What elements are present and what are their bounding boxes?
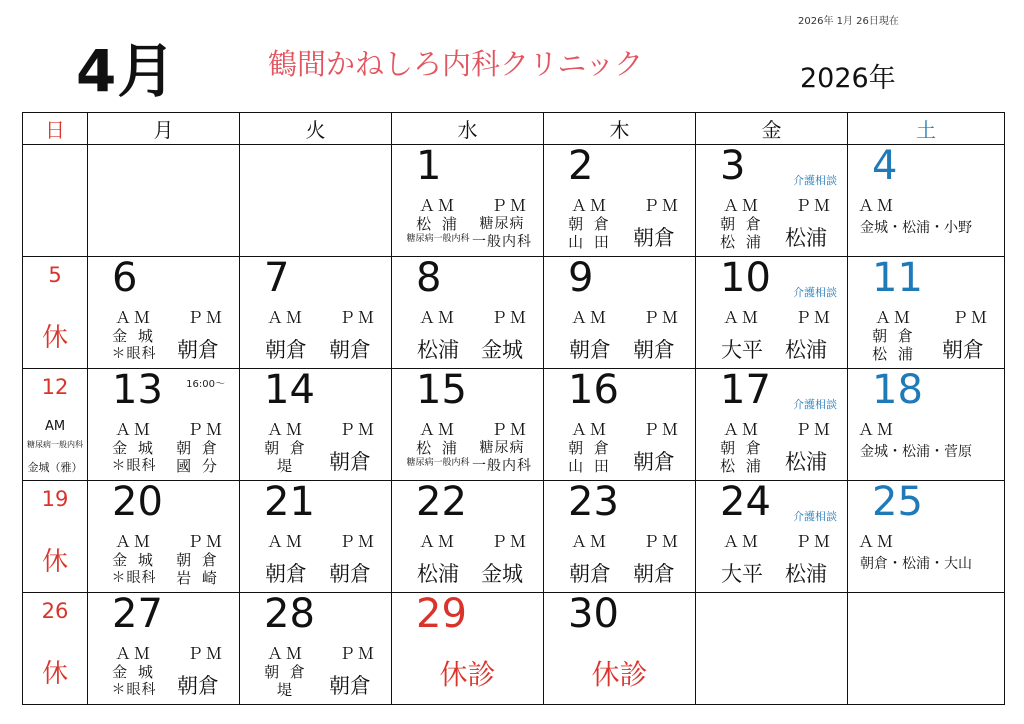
empty-cell	[23, 145, 88, 257]
day-number: 27	[112, 591, 163, 637]
am-label: ＡＭ	[858, 196, 897, 215]
am-label: ＡＭ	[571, 308, 610, 327]
day-cell-19	[23, 481, 88, 593]
day-cell-21	[240, 481, 392, 593]
am-doctor: 朝 倉	[264, 663, 308, 681]
week-row-1	[23, 145, 1005, 257]
day-number: 1	[416, 143, 442, 189]
day-number: 9	[568, 255, 594, 301]
day-number: 15	[416, 367, 467, 413]
pm-label: ＰＭ	[794, 532, 833, 551]
month-title: 4月	[76, 37, 177, 105]
day-number: 12	[41, 375, 69, 399]
am-doctor: 松 浦	[416, 215, 460, 233]
day-cell-28	[240, 593, 392, 705]
as-of-date: 2026年 1月 26日現在	[798, 16, 899, 27]
day-number: 6	[112, 255, 138, 301]
day-cell-8	[392, 257, 544, 369]
day-cell-3	[696, 145, 848, 257]
pm-label: ＰＭ	[186, 308, 225, 327]
day-number: 14	[264, 367, 315, 413]
pm-label: ＰＭ	[490, 532, 529, 551]
clinic-closed-label: 休診	[591, 658, 648, 691]
pm-doctor: 松浦	[785, 226, 827, 250]
am-label: ＡＭ	[115, 532, 154, 551]
pm-label: ＰＭ	[794, 196, 833, 215]
am-label: ＡＭ	[115, 644, 154, 663]
day-cell-30	[544, 593, 696, 705]
am-doctor-2: 山 田	[568, 457, 612, 475]
pm-label: ＰＭ	[642, 420, 681, 439]
day-number: 23	[568, 479, 619, 525]
weekday-monday: 月	[88, 113, 240, 145]
pm-doctor: 朝倉	[177, 674, 219, 698]
day-number: 5	[48, 263, 62, 287]
day-cell-6	[88, 257, 240, 369]
am-doctor: 金 城	[112, 551, 156, 569]
pm-label: ＰＭ	[338, 308, 377, 327]
am-label: ＡＭ	[115, 308, 154, 327]
day-cell-5	[23, 257, 88, 369]
pm-doctor: 朝 倉	[176, 439, 220, 457]
day-number: 18	[872, 367, 923, 413]
am-doctor: 朝倉	[569, 562, 611, 586]
am-doctor: 朝 倉	[720, 439, 764, 457]
am-doctor: 朝 倉	[720, 215, 764, 233]
clinic-closed-label: 休診	[439, 658, 496, 691]
week-row-4	[23, 481, 1005, 593]
day-number: 3	[720, 143, 746, 189]
clinic-name: 鶴間かねしろ内科クリニック	[268, 47, 644, 81]
pm-label: ＰＭ	[490, 420, 529, 439]
weekday-header-row	[23, 113, 1005, 145]
am-doctor: 松浦	[417, 338, 459, 362]
day-cell-20	[88, 481, 240, 593]
pm-doctor: 朝倉	[329, 562, 371, 586]
care-consult-tag: 介護相談	[793, 174, 837, 187]
day-number: 17	[720, 367, 771, 413]
day-number: 4	[872, 143, 898, 189]
day-cell-27	[88, 593, 240, 705]
pm-dept: 糖尿病	[479, 440, 525, 456]
day-cell-14	[240, 369, 392, 481]
am-label: ＡＭ	[419, 308, 458, 327]
weekday-saturday: 土	[848, 113, 1005, 145]
am-label: AM	[44, 419, 66, 434]
calendar-table	[22, 112, 1005, 705]
pm-label: ＰＭ	[951, 308, 990, 327]
closed-label: 休	[41, 659, 68, 689]
pm-doctor: 松浦	[785, 338, 827, 362]
saturday-doctors: 金城・松浦・小野	[860, 220, 972, 236]
am-dept: ＊眼科	[111, 570, 157, 586]
day-number: 19	[41, 487, 69, 511]
am-doctor-2: 堤	[276, 457, 295, 475]
am-doctor: 金 城	[112, 439, 156, 457]
am-label: ＡＭ	[267, 532, 306, 551]
am-doctor-2: 堤	[276, 681, 295, 699]
am-label: ＡＭ	[571, 420, 610, 439]
am-doctor: 朝倉	[569, 338, 611, 362]
am-doctor: 金城（雅）	[27, 461, 83, 474]
pm-label: ＰＭ	[642, 196, 681, 215]
pm-label: ＰＭ	[642, 308, 681, 327]
am-label: ＡＭ	[267, 644, 306, 663]
day-number: 16	[568, 367, 619, 413]
am-label: ＡＭ	[858, 420, 897, 439]
pm-label: ＰＭ	[794, 420, 833, 439]
am-doctor-2: 山 田	[568, 233, 612, 251]
weekday-thursday: 木	[544, 113, 696, 145]
day-number: 20	[112, 479, 163, 525]
day-cell-16	[544, 369, 696, 481]
empty-cell	[88, 145, 240, 257]
am-doctor: 朝 倉	[568, 439, 612, 457]
empty-cell	[848, 593, 1005, 705]
day-cell-24	[696, 481, 848, 593]
day-cell-1	[392, 145, 544, 257]
am-doctor: 朝倉	[265, 562, 307, 586]
day-cell-25	[848, 481, 1005, 593]
pm-label: ＰＭ	[794, 308, 833, 327]
year-label: 2026年	[800, 63, 896, 94]
am-doctor: 松浦	[417, 562, 459, 586]
day-cell-26	[23, 593, 88, 705]
pm-doctor: 朝倉	[329, 338, 371, 362]
day-number: 10	[720, 255, 771, 301]
pm-doctor: 松浦	[785, 450, 827, 474]
day-cell-18	[848, 369, 1005, 481]
pm-doctor: 朝倉	[633, 562, 675, 586]
pm-label: ＰＭ	[490, 308, 529, 327]
day-cell-13	[88, 369, 240, 481]
day-cell-22	[392, 481, 544, 593]
empty-cell	[696, 593, 848, 705]
day-cell-10	[696, 257, 848, 369]
day-cell-29	[392, 593, 544, 705]
day-cell-2	[544, 145, 696, 257]
day-number: 21	[264, 479, 315, 525]
saturday-doctors: 金城・松浦・菅原	[860, 444, 972, 460]
week-row-5	[23, 593, 1005, 705]
am-doctor-2: 松 浦	[720, 457, 764, 475]
day-cell-9	[544, 257, 696, 369]
am-doctor-2: 松 浦	[872, 345, 916, 363]
am-label: ＡＭ	[267, 420, 306, 439]
am-dept: ＊眼科	[111, 682, 157, 698]
day-number: 7	[264, 255, 290, 301]
am-dept: 糖尿病一般内科	[406, 458, 470, 468]
day-number: 2	[568, 143, 594, 189]
am-doctor: 朝 倉	[264, 439, 308, 457]
am-label: ＡＭ	[723, 196, 762, 215]
am-dept: 糖尿病一般内科	[27, 440, 83, 449]
am-doctor: 朝 倉	[568, 215, 612, 233]
am-label: ＡＭ	[571, 532, 610, 551]
pm-doctor: 朝倉	[633, 338, 675, 362]
weekday-friday: 金	[696, 113, 848, 145]
day-number: 30	[568, 591, 619, 637]
am-label: ＡＭ	[267, 308, 306, 327]
weekday-sunday: 日	[23, 113, 88, 145]
day-number: 24	[720, 479, 771, 525]
day-cell-17	[696, 369, 848, 481]
day-number: 28	[264, 591, 315, 637]
pm-doctor: 朝倉	[633, 226, 675, 250]
am-doctor: 大平	[721, 562, 763, 586]
care-consult-tag: 介護相談	[793, 510, 837, 523]
weekday-tuesday: 火	[240, 113, 392, 145]
empty-cell	[240, 145, 392, 257]
care-consult-tag: 介護相談	[793, 398, 837, 411]
pm-dept-2: 一般内科	[472, 458, 532, 474]
week-row-2	[23, 257, 1005, 369]
day-cell-15	[392, 369, 544, 481]
am-dept: ＊眼科	[111, 346, 157, 362]
closed-label: 休	[41, 323, 68, 353]
am-label: ＡＭ	[858, 532, 897, 551]
day-cell-12	[23, 369, 88, 481]
am-doctor: 金 城	[112, 327, 156, 345]
pm-doctor: 朝 倉	[176, 551, 220, 569]
am-label: ＡＭ	[419, 532, 458, 551]
pm-doctor: 金城	[481, 562, 523, 586]
day-cell-7	[240, 257, 392, 369]
pm-doctor: 朝倉	[329, 450, 371, 474]
closed-label: 休	[41, 547, 68, 577]
am-label: ＡＭ	[875, 308, 914, 327]
pm-dept: 糖尿病	[479, 216, 525, 232]
am-doctor-2: 松 浦	[720, 233, 764, 251]
day-number: 25	[872, 479, 923, 525]
week-row-3	[23, 369, 1005, 481]
am-doctor: 朝 倉	[872, 327, 916, 345]
pm-doctor: 朝倉	[177, 338, 219, 362]
am-label: ＡＭ	[723, 308, 762, 327]
am-label: ＡＭ	[723, 420, 762, 439]
am-label: ＡＭ	[419, 196, 458, 215]
pm-doctor-2: 國 分	[176, 457, 220, 475]
am-doctor: 松 浦	[416, 439, 460, 457]
am-doctor: 大平	[721, 338, 763, 362]
saturday-doctors: 朝倉・松浦・大山	[860, 556, 972, 572]
day-number: 29	[416, 591, 467, 637]
pm-dept-2: 一般内科	[472, 234, 532, 250]
am-dept: 糖尿病一般内科	[406, 234, 470, 244]
pm-label: ＰＭ	[490, 196, 529, 215]
day-number: 13	[112, 367, 163, 413]
pm-label: ＰＭ	[642, 532, 681, 551]
pm-doctor: 朝倉	[942, 338, 984, 362]
am-label: ＡＭ	[115, 420, 154, 439]
am-dept: ＊眼科	[111, 458, 157, 474]
day-cell-11	[848, 257, 1005, 369]
pm-label: ＰＭ	[338, 420, 377, 439]
day-number: 8	[416, 255, 442, 301]
pm-label: ＰＭ	[186, 532, 225, 551]
care-consult-tag: 介護相談	[793, 286, 837, 299]
am-label: ＡＭ	[419, 420, 458, 439]
am-label: ＡＭ	[571, 196, 610, 215]
pm-doctor-2: 岩 崎	[176, 569, 220, 587]
pm-doctor: 朝倉	[633, 450, 675, 474]
pm-label: ＰＭ	[338, 644, 377, 663]
pm-label: ＰＭ	[186, 420, 225, 439]
day-number: 22	[416, 479, 467, 525]
day-cell-23	[544, 481, 696, 593]
time-note: 16:00～	[186, 379, 225, 390]
day-cell-4	[848, 145, 1005, 257]
pm-label: ＰＭ	[186, 644, 225, 663]
pm-label: ＰＭ	[338, 532, 377, 551]
pm-doctor: 朝倉	[329, 674, 371, 698]
am-label: ＡＭ	[723, 532, 762, 551]
am-doctor: 朝倉	[265, 338, 307, 362]
pm-doctor: 金城	[481, 338, 523, 362]
pm-doctor: 松浦	[785, 562, 827, 586]
day-number: 26	[41, 599, 69, 623]
am-doctor: 金 城	[112, 663, 156, 681]
day-number: 11	[872, 255, 923, 301]
weekday-wednesday: 水	[392, 113, 544, 145]
